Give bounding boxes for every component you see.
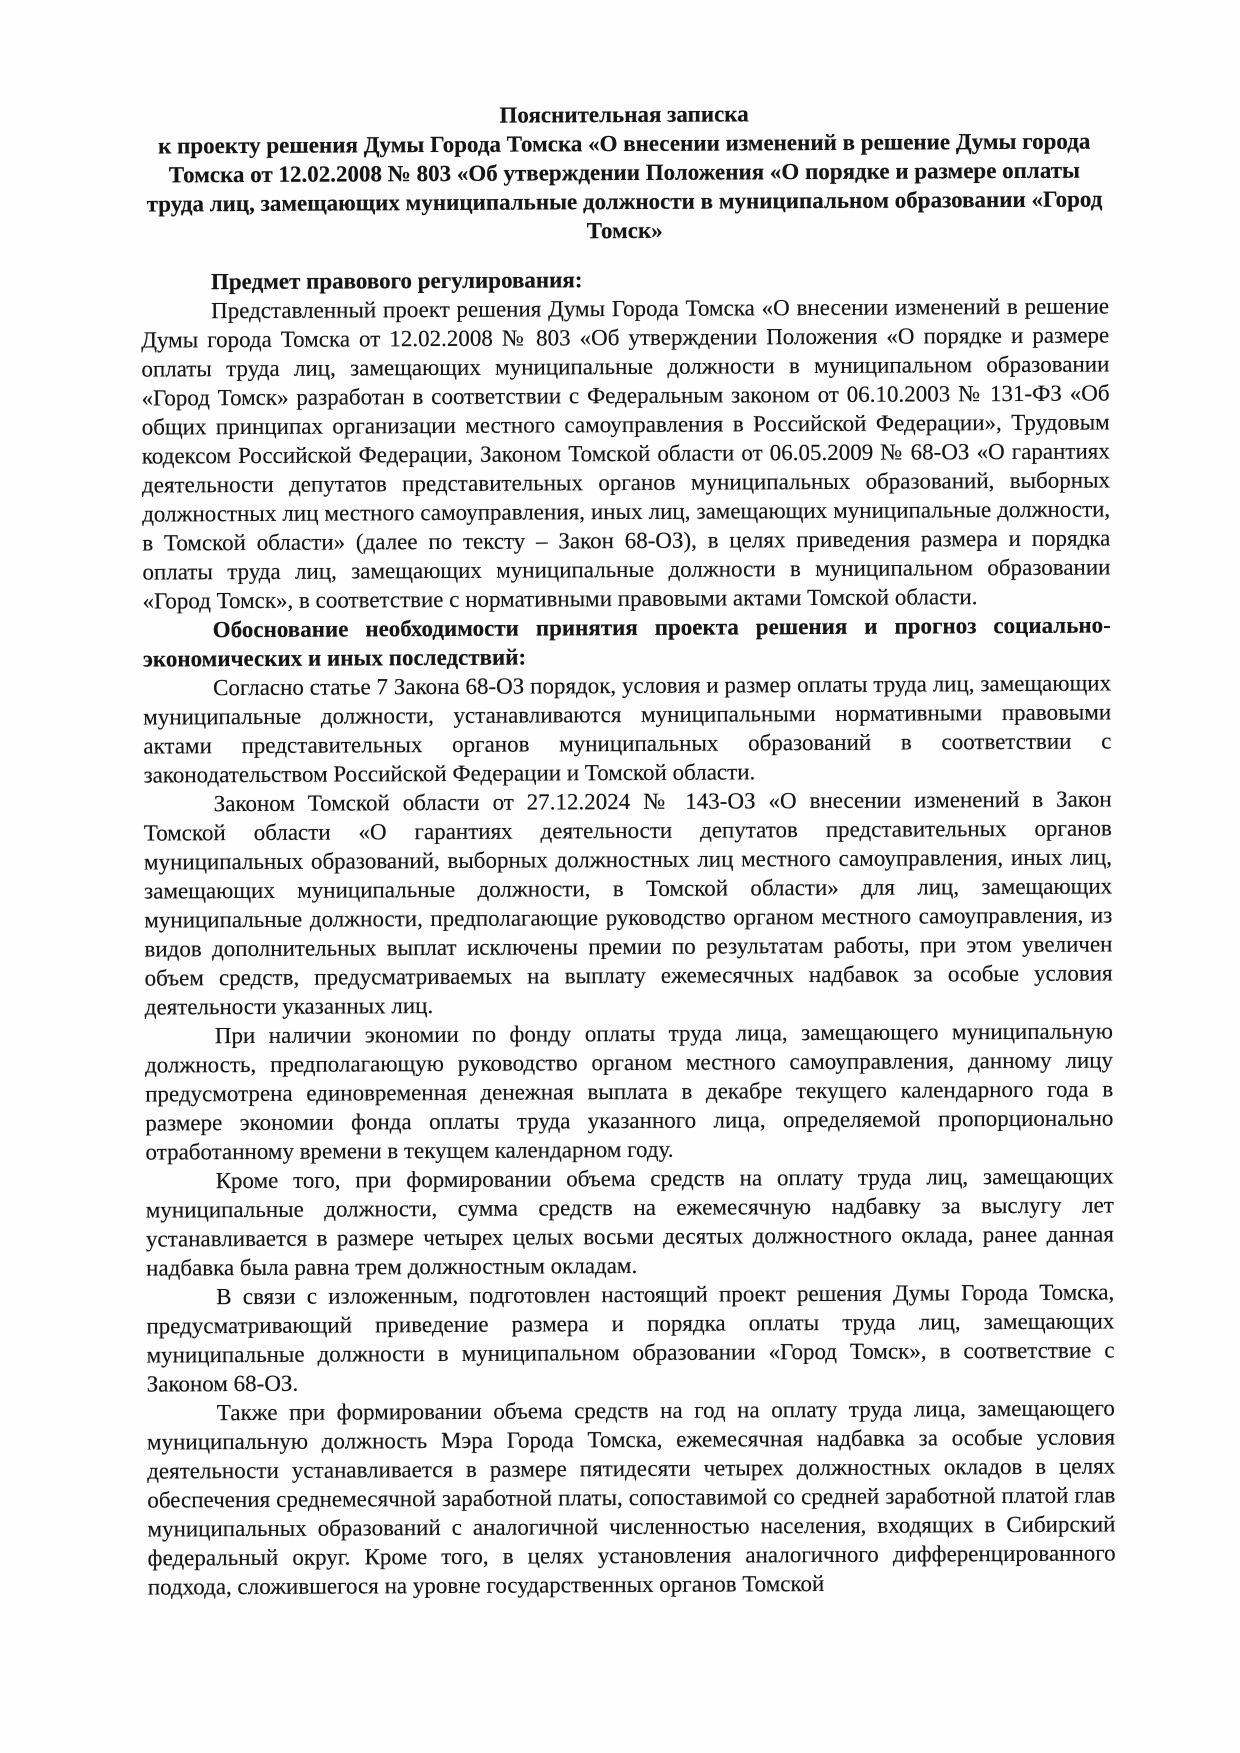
section-heading-justification: Обоснование необходимости принятия проекта решения и прогноз социально-экономических и иных последствий: (142, 612, 1111, 672)
document-title: Пояснительная записка (499, 101, 749, 128)
paragraph-payroll-savings: При наличии экономии по фонду оплаты труда лица, замещающего муниципальную должность, предполагающую руководство органом местного самоуправления, данному лицу предусмотрена единовременная денежная выплата в декабре текущего календарного года в размере экономии фонда оплаты труда указанного лица, определяемой пропорционально отработанному времени в текущем календарном году. (144, 1018, 1114, 1165)
section-heading-legal-subject: Предмет правового регулирования: (210, 267, 583, 295)
paragraph-legal-basis: Представленный проект решения Думы Города Томска «О внесении изменений в решение Думы города Томска от 12.02.2008 № 803 «Об утверждении Положения «О порядке и размере оплаты труда лиц, замещающих муниципальные должности в муниципальном образовании «Город Томск» разработан в соответствии с Федеральным законом от 06.10.2003 № 131-ФЗ «Об общих принципах организации местного самоуправления в Российской Федерации», Трудовым кодексом Российской Федерации, Законом Томской области от 06.05.2009 № 68-ОЗ «О гарантиях деятельности депутатов представительных органов муниципальных образований, выборных должностных лиц местного самоуправления, иных лиц, замещающих муниципальные должности, в Томской области» (далее по тексту – Закон 68-ОЗ), в целях приведения размера и порядка оплаты труда лиц, замещающих муниципальные должности в муниципальном образовании «Город Томск», в соответствие с нормативными правовыми актами Томской области. (141, 293, 1111, 614)
paragraph-mayor-allowance: Также при формировании объема средств на год на оплату труда лица, замещающего муниципальную должность Мэра Города Томска, ежемесячная надбавка за особые условия деятельности устанавливается в размере пятидесяти четырех должностных окладов в целях обеспечения среднемесячной заработной платы, сопоставимой со средней заработной платой глав муниципальных образований с аналогичной численностью населения, входящих в Сибирский федеральный округ. Кроме того, в целях установления аналогичного дифференцированного подхода, сложившегося на уровне государственных органов Томской (146, 1395, 1116, 1600)
document-title-block (140, 97, 1109, 247)
section-legal-subject (141, 262, 1111, 615)
paragraph-article7: Согласно статье 7 Закона 68-ОЗ порядок, условия и размер оплаты труда лиц, замещающих муниципальные должности, устанавливаются муниципальными нормативными правовыми актами представительных органов муниципальных образований в соответствии с законодательством Российской Федерации и Томской области. (143, 670, 1112, 788)
document-subtitle: к проекту решения Думы Города Томска «О внесении изменений в решение Думы города Томска от 12.02.2008 № 803 «Об утверждении Положения «О порядке и размере оплаты труда лиц, замещающих муниципальные должности в муниципальном образовании «Город Томск» (146, 128, 1103, 244)
paragraph-draft-decision: В связи с изложенным, подготовлен настоящий проект решения Думы Города Томска, предусматривающий приведение размера и порядка оплаты труда лиц, замещающих муниципальные должности в муниципальном образовании «Город Томск», в соответствие с Законом 68-ОЗ. (146, 1279, 1115, 1397)
section-justification (143, 610, 1116, 1601)
document-content (140, 97, 1116, 1601)
paragraph-law-143-oz: Законом Томской области от 27.12.2024 № 143-ОЗ «О внесении изменений в Закон Томской области «О гарантиях деятельности депутатов представительных органов муниципальных образований, выборных должностных лиц местного самоуправления, иных лиц, замещающих муниципальные должности, в Томской области» для лиц, замещающих муниципальные должности, предполагающие руководство органом местного самоуправления, из видов дополнительных выплат исключены премии по результатам работы, при этом увеличен объем средств, предусматриваемых на выплату ежемесячных надбавок за особые условия деятельности указанных лиц. (143, 786, 1113, 1020)
paragraph-service-allowance: Кроме того, при формировании объема средств на оплату труда лиц, замещающих муниципальные должности, сумма средств на ежемесячную надбавку за выслугу лет устанавливается в размере четырех целых восьми десятых должностного оклада, ранее данная надбавка была равна трем должностным окладам. (145, 1163, 1115, 1281)
